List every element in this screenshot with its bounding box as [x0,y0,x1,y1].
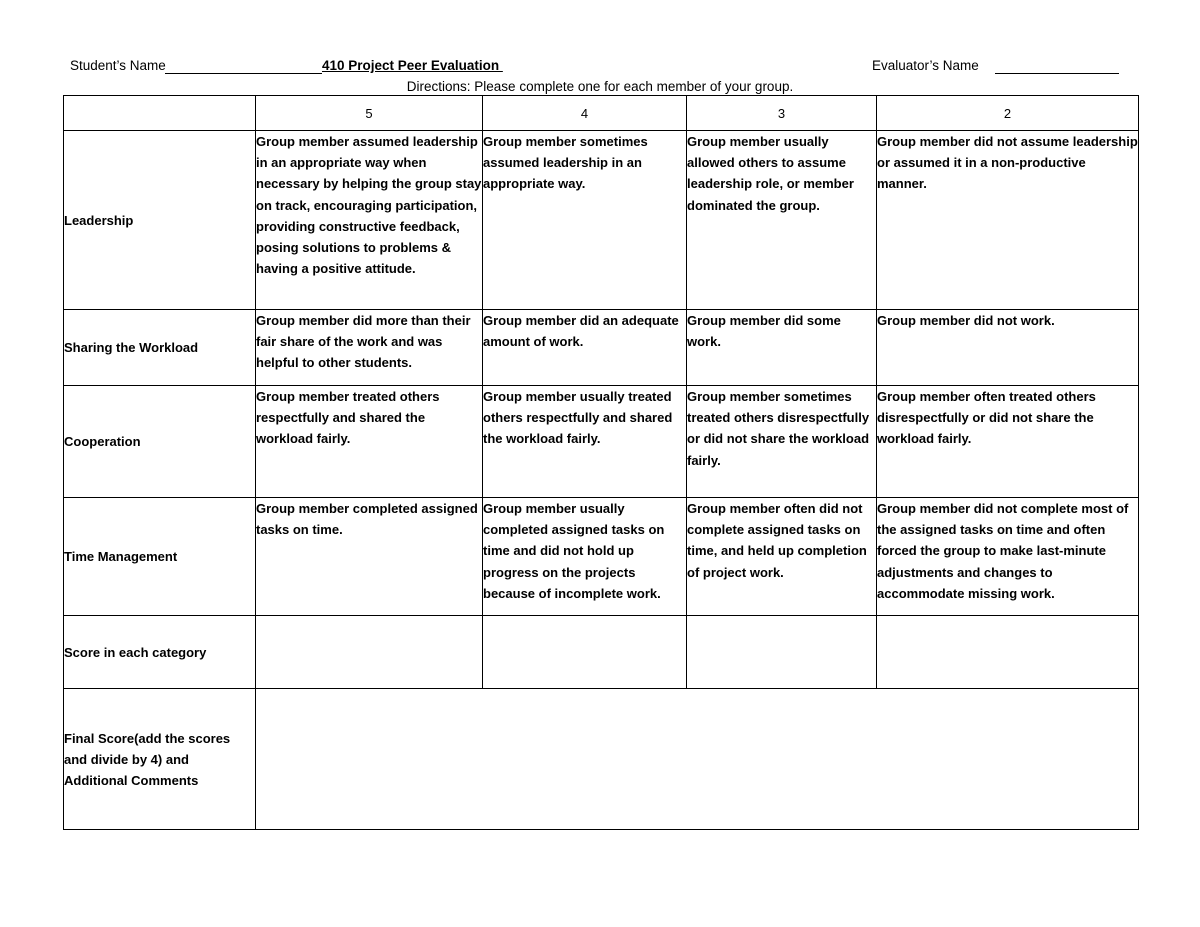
criteria-cell: Group member often did not complete assigned tasks on time, and held up completion of project work. [687,498,877,616]
table-row-score [64,616,1139,689]
header-empty-cell [64,96,256,131]
criteria-cell: Group member sometimes assumed leadership in an appropriate way. [483,131,687,310]
score-header-2: 2 [877,96,1139,131]
criteria-cell: Group member treated others respectfully and shared the workload fairly. [256,386,483,498]
criteria-cell: Group member usually treated others respectfully and shared the workload fairly. [483,386,687,498]
document-title: 410 Project Peer Evaluation [322,58,503,73]
table-row-leadership [64,131,1139,310]
criteria-cell: Group member did more than their fair share of the work and was helpful to other students. [256,310,483,386]
score-header-4: 4 [483,96,687,131]
evaluator-name-label: Evaluator’s Name [872,58,979,73]
table-row-sharing-workload [64,310,1139,386]
score-header-3: 3 [687,96,877,131]
criteria-cell: Group member sometimes treated others disrespectfully or did not share the workload fairly. [687,386,877,498]
rubric-table [63,95,1139,830]
table-row-final-score [64,689,1139,830]
score-header-row [64,96,1139,131]
student-name-label: Student’s Name [70,58,166,73]
criteria-cell: Group member completed assigned tasks on time. [256,498,483,616]
student-name-blank[interactable] [165,73,322,74]
criteria-cell: Group member did not complete most of the assigned tasks on time and often forced the group to make last-minute adjustments and changes to accommodate missing work. [877,498,1139,616]
criteria-cell: Group member often treated others disrespectfully or did not share the workload fairly. [877,386,1139,498]
score-entry-cell[interactable] [256,616,483,689]
criteria-cell: Group member did an adequate amount of work. [483,310,687,386]
score-entry-cell[interactable] [877,616,1139,689]
criteria-cell: Group member did not work. [877,310,1139,386]
header-line [0,58,1200,78]
criteria-cell: Group member did some work. [687,310,877,386]
score-entry-cell[interactable] [687,616,877,689]
category-label: Score in each category [64,616,256,689]
table-row-time-management [64,498,1139,616]
final-comments-cell[interactable] [256,689,1139,830]
category-label: Leadership [64,131,256,310]
category-label: Sharing the Workload [64,310,256,386]
evaluator-name-blank[interactable] [995,73,1119,74]
category-label: Time Management [64,498,256,616]
criteria-cell: Group member did not assume leadership or assumed it in a non-productive manner. [877,131,1139,310]
criteria-cell: Group member assumed leadership in an appropriate way when necessary by helping the group stay on track, encouraging participation, providing constructive feedback, posing solutions to problems & having a positive attitude. [256,131,483,310]
directions-text: Directions: Please complete one for each member of your group. [406,79,794,94]
criteria-cell: Group member usually allowed others to assume leadership role, or member dominated the group. [687,131,877,310]
table-row-cooperation [64,386,1139,498]
category-label: Final Score(add the scores and divide by 4) and Additional Comments [64,689,256,830]
score-entry-cell[interactable] [483,616,687,689]
category-label: Cooperation [64,386,256,498]
criteria-cell: Group member usually completed assigned tasks on time and did not hold up progress on the projects because of incomplete work. [483,498,687,616]
score-header-5: 5 [256,96,483,131]
